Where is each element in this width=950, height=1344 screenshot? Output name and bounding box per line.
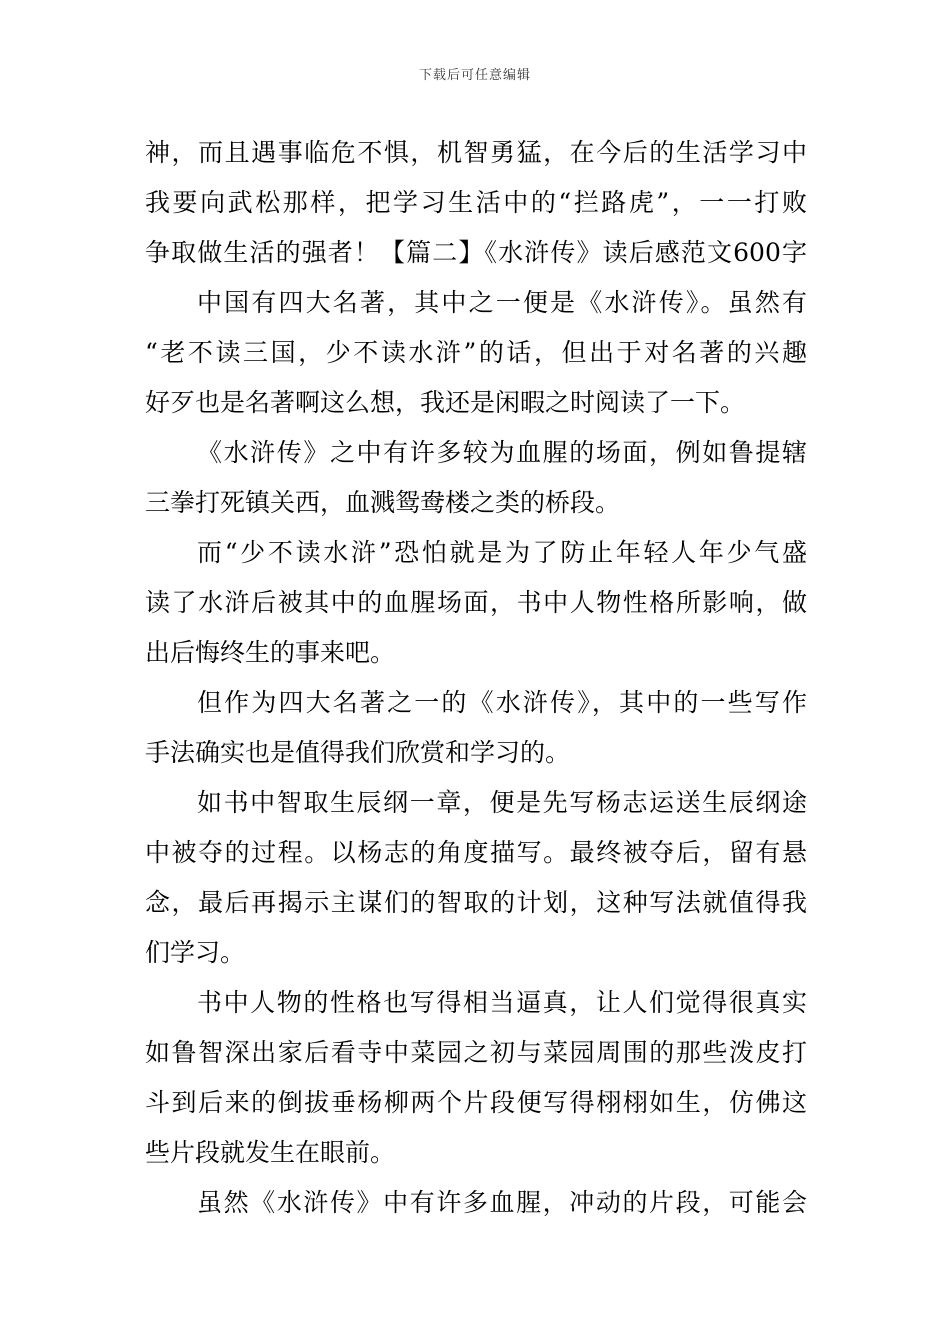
text-line: 手法确实也是值得我们欣赏和学习的。	[145, 738, 571, 767]
text-line: “老不读三国，少不读水浒”的话，但出于对名著的兴趣	[145, 338, 807, 367]
page-header: 下载后可任意编辑	[418, 68, 531, 83]
text-line: 中国有四大名著，其中之一便是《水浒传》。虽然有	[197, 288, 807, 317]
text-line: 《水浒传》之中有许多较为血腥的场面，例如鲁提辖	[197, 438, 807, 467]
text-line: 三拳打死镇关西，血溅鸳鸯楼之类的桥段。	[145, 488, 621, 517]
text-line: 如鲁智深出家后看寺中菜园之初与菜园周围的那些泼皮打	[145, 1038, 807, 1067]
text-line: 虽然《水浒传》中有许多血腥，冲动的片段，可能会	[197, 1188, 807, 1217]
text-line: 斗到后来的倒拔垂杨柳两个片段便写得栩栩如生，仿佛这	[145, 1088, 807, 1117]
text-line: 好歹也是名著啊这么想，我还是闲暇之时阅读了一下。	[145, 388, 746, 417]
text-line: 念，最后再揭示主谋们的智取的计划，这种写法就值得我	[145, 888, 807, 917]
document-body	[145, 128, 807, 1228]
text-line: 中被夺的过程。以杨志的角度描写。最终被夺后，留有悬	[145, 838, 807, 867]
text-line: 而“少不读水浒”恐怕就是为了防止年轻人年少气盛	[197, 538, 807, 567]
text-line: 们学习。	[145, 938, 246, 967]
text-line: 我要向武松那样，把学习生活中的“拦路虎”，一一打败	[145, 188, 807, 217]
text-line: 但作为四大名著之一的《水浒传》，其中的一些写作	[197, 688, 807, 717]
text-line: 书中人物的性格也写得相当逼真，让人们觉得很真实	[197, 988, 807, 1017]
text-line: 争取做生活的强者！【篇二】《水浒传》读后感范文600字	[145, 238, 807, 267]
text-line: 读了水浒后被其中的血腥场面，书中人物性格所影响，做	[145, 588, 807, 617]
text-line: 如书中智取生辰纲一章，便是先写杨志运送生辰纲途	[197, 788, 807, 817]
text-line: 神，而且遇事临危不惧，机智勇猛，在今后的生活学习中	[145, 138, 807, 167]
text-line: 些片段就发生在眼前。	[145, 1138, 396, 1167]
text-line: 出后悔终生的事来吧。	[145, 638, 396, 667]
